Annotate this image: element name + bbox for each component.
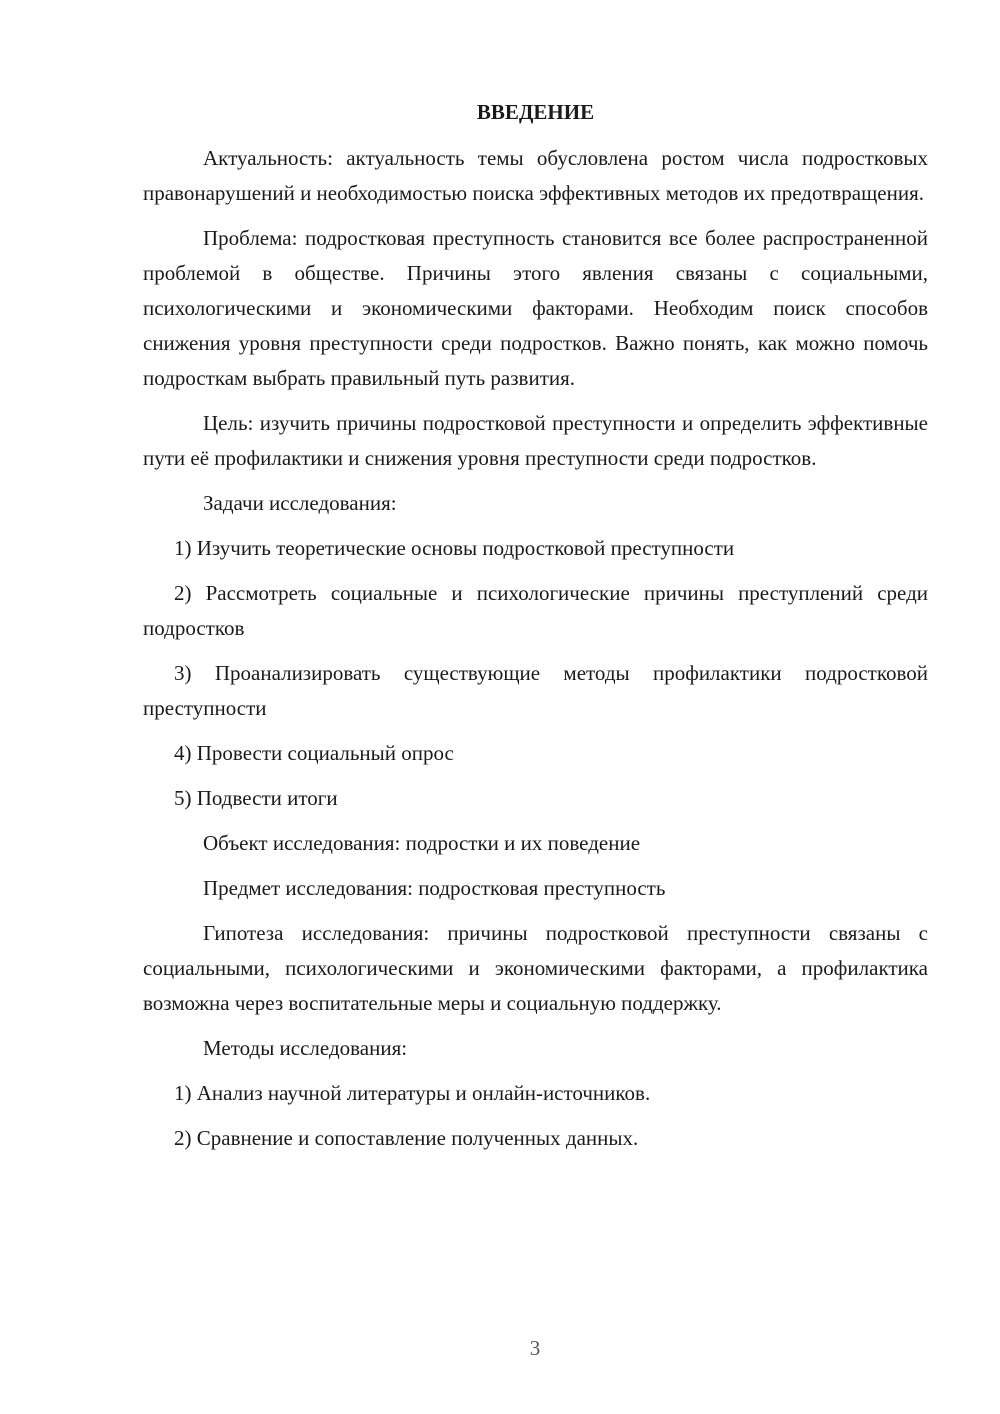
problem-paragraph: Проблема: подростковая преступность становится все более распространенной проблемой в обществе. Причины этого явления связаны с социальными, психологическими и экономическими факторами. Необходим поиск способов снижения уровня преступности среди подростков. Важно понять, как можно помочь подросткам выбрать правильный путь развития.	[143, 226, 928, 390]
hypothesis-paragraph: Гипотеза исследования: причины подростковой преступности связаны с социальными, психологическими и экономическими факторами, а профилактика возможна через воспитательные меры и социальную поддержку.	[143, 921, 928, 1015]
methods-heading: Методы исследования:	[203, 1036, 408, 1060]
page-number: 3	[529, 1336, 541, 1360]
tasks-heading: Задачи исследования:	[203, 491, 397, 515]
task-item-4: 4) Провести социальный опрос	[174, 741, 454, 765]
task-item-2: 2) Рассмотреть социальные и психологические причины преступлений среди подростков	[143, 581, 928, 640]
research-object: Объект исследования: подростки и их поведение	[203, 831, 641, 855]
section-title: ВВЕДЕНИЕ	[476, 100, 595, 124]
document-body	[143, 95, 928, 1166]
method-item-2: 2) Сравнение и сопоставление полученных данных.	[174, 1126, 639, 1150]
task-item-5: 5) Подвести итоги	[174, 786, 338, 810]
relevance-paragraph: Актуальность: актуальность темы обусловлена ростом числа подростковых правонарушений и необходимостью поиска эффективных методов их предотвращения.	[143, 146, 928, 205]
task-item-3: 3) Проанализировать существующие методы профилактики подростковой преступности	[143, 661, 928, 720]
task-item-1: 1) Изучить теоретические основы подростковой преступности	[174, 536, 735, 560]
method-item-1: 1) Анализ научной литературы и онлайн-источников.	[174, 1081, 651, 1105]
research-subject: Предмет исследования: подростковая преступность	[203, 876, 666, 900]
goal-paragraph: Цель: изучить причины подростковой преступности и определить эффективные пути её профилактики и снижения уровня преступности среди подростков.	[143, 411, 928, 470]
